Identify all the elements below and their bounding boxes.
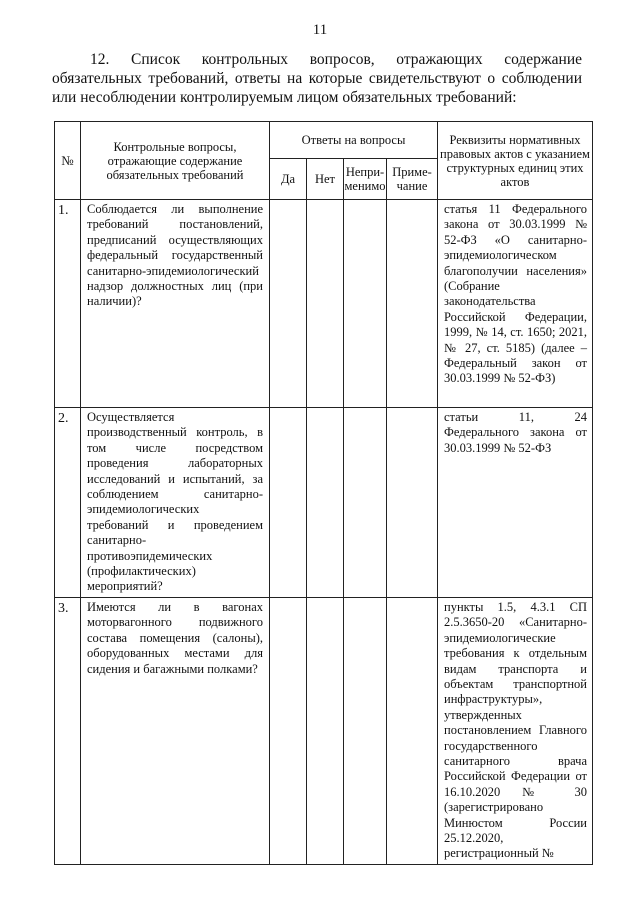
header-answers: Ответы на вопросы <box>270 122 438 159</box>
answer-note-cell <box>387 597 438 864</box>
table-row <box>55 408 593 598</box>
row-num: 3. <box>55 597 81 864</box>
answer-note-cell <box>387 408 438 598</box>
row-num: 2. <box>55 408 81 598</box>
row-question: Соблюдается ли выполнение требований постановлений, предписаний осуществляющих федеральный государственный санитарно-эпидемиологический надзор должностных лиц (при наличии)? <box>81 200 270 408</box>
header-note: Приме-чание <box>387 159 438 200</box>
header-no: Нет <box>307 159 344 200</box>
header-questions: Контрольные вопросы, отражающие содержание обязательных требований <box>81 122 270 200</box>
row-num: 1. <box>55 200 81 408</box>
answer-na-cell <box>344 200 387 408</box>
row-question: Имеются ли в вагонах моторвагонного подвижного состава помещения (салоны), оборудованных местами для сидения и багажными полками? <box>81 597 270 864</box>
header-yes: Да <box>270 159 307 200</box>
intro-paragraph: 12. Список контрольных вопросов, отражающих содержание обязательных требований, ответы на которые свидетельствуют о соблюдении или несоблюдении контролируемым лицом обязательных требований: <box>52 51 582 106</box>
table-row <box>55 597 593 864</box>
answer-no-cell <box>307 597 344 864</box>
answer-yes-cell <box>270 597 307 864</box>
answer-note-cell <box>387 200 438 408</box>
header-num: № <box>55 122 81 200</box>
page-number: 11 <box>312 22 328 38</box>
answer-na-cell <box>344 597 387 864</box>
row-requisites: статья 11 Федерального закона от 30.03.1999 № 52-ФЗ «О санитарно-эпидемиологическом благополучии населения» (Собрание законодательства Российской Федерации, 1999, № 14, ст. 1650; 2021, № 27, ст. 5185) (далее – Федеральный закон от 30.03.1999 № 52-ФЗ) <box>438 200 593 408</box>
row-question: Осуществляется производственный контроль, в том числе посредством проведения лабораторных исследований и испытаний, за соблюдением санитарно-эпидемиологических требований и проведением санитарно-противоэпидемических (профилактических) мероприятий? <box>81 408 270 598</box>
answer-yes-cell <box>270 408 307 598</box>
header-not-applicable: Непри-менимо <box>344 159 387 200</box>
table-header-row <box>55 122 593 159</box>
answer-no-cell <box>307 408 344 598</box>
header-requisites: Реквизиты нормативных правовых актов с указанием структурных единиц этих актов <box>438 122 593 200</box>
row-requisites: статьи 11, 24 Федерального закона от 30.03.1999 № 52-ФЗ <box>438 408 593 598</box>
answer-yes-cell <box>270 200 307 408</box>
table-row <box>55 200 593 408</box>
answer-no-cell <box>307 200 344 408</box>
answer-na-cell <box>344 408 387 598</box>
checklist-table <box>54 121 593 865</box>
row-requisites: пункты 1.5, 4.3.1 СП 2.5.3650-20 «Санитарно-эпидемиологические требования к отдельным видам транспорта и объектам транспортной инфраструктуры», утвержденных постановлением Главного государственного санитарного врача Российской Федерации от 16.10.2020 № 30 (зарегистрировано Минюстом России 25.12.2020, регистрационный № <box>438 597 593 864</box>
